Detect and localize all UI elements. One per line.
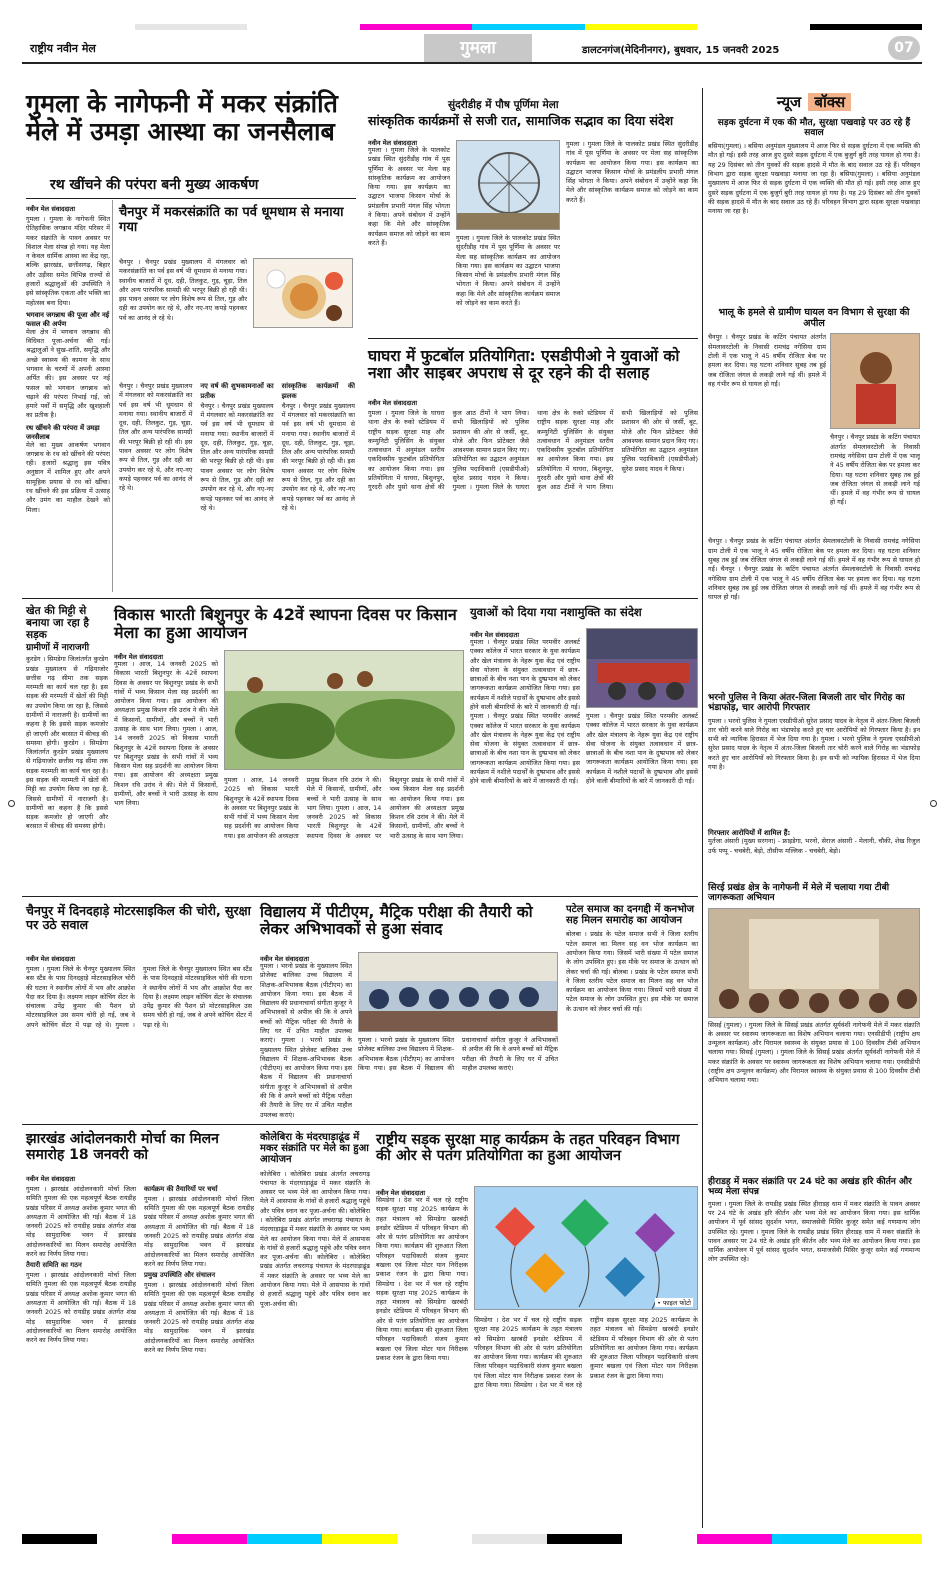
news-item4-headline: सिरई प्रखंड क्षेत्र के नागेफनी में मेले में चलाया गया टीबी जागरूकता अभियान <box>708 883 890 904</box>
khet-sub: ग्रामीणों में नाराजगी <box>26 643 90 654</box>
masthead <box>22 34 922 64</box>
vikas-body-text4: गुमला । आज, 14 जनवरी 2025 को विकास भारती बिशुनपुर के 42वें स्थापना दिवस के अवसर पर बिशुनपुर प्रखंड के सभी गांवों में भव्य किसान मेला सह प्रदर्शनी का आयोजन किया गया। इस आयोजन की अध्यक्षता प्रमुख किशन रवि उरांव ने की। मेले में किसानों, ग्रामीणों, और बच्चों ने भारी उत्साह के साथ भाग लिया। <box>306 776 464 840</box>
motorcycle-story <box>26 952 252 1118</box>
sundreedih-body-a: गुमला । गुमला जिले के पालकोट प्रखंड स्थित सुंदरीडीह गांव में पूस पूर्णिमा के अवसर पर मेला सह सांस्कृतिक कार्यक्रम का आयोजन किया गया। इस कार्यक्रम का उद्घाटन भाजपा किसान मोर्चा के प्रमंडलीय प्रभारी मंगल सिंह भोगता ने किया। अपने संबोधन में उन्होंने कहा कि मेले और सांस्कृतिक कार्यक्रम समाज को जोड़ने का काम करते हैं। <box>368 146 450 247</box>
yuva-body-text2: गुमला । चैनपुर प्रखंड स्थित परमवीर अलबर्ट एक्का कॉलेज में भारत सरकार के युवा कार्यक्रम और खेल मंत्रालय के नेहरू युवा केंद्र एवं राष्ट्रीय सेवा योजना के संयुक्त तत्वावधान में छात्र-छात्राओं के बीच नशा पान के दुष्प्रभाव को लेकर जागरूकता कार्यक्रम आयोजित किया गया। इस कार्यक्रम में नशीले पदार्थों के दुष्प्रभाव और इससे होने वाली बीमारियों के बारे में जानकारी दी गई। <box>470 712 580 786</box>
chainpur-photo <box>253 258 353 328</box>
vidyalay-headline: विद्यालय में पीटीएम, मैट्रिक परीक्षा की तैयारी को लेकर अभिभावकों से हुआ संवाद <box>260 903 533 939</box>
patang-body-a <box>376 1196 468 1522</box>
ghaghra-body-text2: गुमला । गुमला जिले के घाघरा थाना क्षेत्र के रुको स्टेडियम में राष्ट्रीय सड़क सुरक्षा माह और कम्युनिटी पुलिसिंग के संयुक्त तत्वावधान में अनुमंडल स्तरीय एकदिवसीय फुटबॉल प्रतियोगिता का आयोजन किया गया। इस प्रतियोगिता में घाघरा, बिशुनपुर, गुरदरी और पुसो थाना क्षेत्रों की कुल आठ टीमों ने भाग लिया। सभी खिलाड़ियों को पुलिस प्रशासन की ओर से जर्सी, बूट, मोजे और फिन प्रोटेक्टर जैसे आवश्यक सामान प्रदान किए गए। प्रतियोगिता का उद्घाटन अनुमंडल पुलिस पदाधिकारी (एसडीपीओ) सुरेश प्रसाद यादव ने किया। <box>452 409 698 492</box>
news-item3-list: मुर्तजा अंसारी (मुख्य सरगना) - फ्राइडेगा, भरनो, सेराज अंसारी - मेलानी, चौकी, शेख रिजुल उर्फ पप्पू - चचबेरी, बेड़ो, तौसीफ मल्लिक - चचबेरी, बेड़ो। <box>708 837 920 855</box>
yuva-body-text: गुमला । चैनपुर प्रखंड स्थित परमवीर अलबर्ट एक्का कॉलेज में भारत सरकार के युवा कार्यक्रम और खेल मंत्रालय के नेहरू युवा केंद्र एवं राष्ट्रीय सेवा योजना के संयुक्त तत्वावधान में छात्र-छात्राओं के बीच नशा पान के दुष्प्रभाव को लेकर जागरूकता कार्यक्रम आयोजित किया गया। इस कार्यक्रम में नशीले पदार्थों के दुष्प्रभाव और इससे होने वाली बीमारियों के बारे में जानकारी दी गई। <box>470 638 580 711</box>
news-box-title1: न्यूज <box>776 93 802 111</box>
patel-body <box>566 930 698 1080</box>
chainpur-body: चैनपुर । चैनपुर प्रखंड मुख्यालय में मंगलवार को मकरसंक्रांति का पर्व इस वर्ष भी धूमधाम से मनाया गया। स्थानीय बाजारों में दूध, दही, तिलकुट, गुड़, चूड़ा, तिल और अन्य पारंपरिक सामग्री की भरपूर बिक्री हो रही थी। इस पावन अवसर पर लोग विशेष रूप से तिल, गुड़ और दही का उपयोग कर रहे थे, और नए-नए कपड़े पहनकर पर्व का आनंद ले रहे थे। <box>119 258 247 322</box>
sundreedih-photo <box>456 140 560 230</box>
vidyalay-byline: नवीन मेल संवाददाता <box>260 955 309 963</box>
news-item2-text4: चैनपुर । चैनपुर प्रखंड के कटिंग पंचायत अंतर्गत सेमलावरटोली के निवासी रामचंद्र नगेसिया ग्राम टोली में एक भालू ने 45 वर्षीय रोजिता बेक पर हमला कर दिया। यह घटना शनिवार सुबह तब हुई जब रोजिता जंगल से लकड़ी लाने गई थीं। हमले में वह गंभीर रूप से घायल हो गईं। <box>708 565 920 602</box>
jharkhand-headline: झारखंड आंदोलनकारी मोर्चा का मिलन समारोह 18 जनवरी को <box>26 1131 219 1163</box>
column-rule <box>702 88 703 1528</box>
photo-credit: • फाइल फोटो <box>657 1299 691 1307</box>
sundreedih-kicker: सुंदरीडीह में पौष पूर्णिमा मेला <box>448 99 559 111</box>
dateline: डालटनगंज(मेदिनीनगर), बुधवार, 15 जनवरी 2025 <box>582 45 780 56</box>
lead-column <box>26 202 110 607</box>
kisan-mela-image <box>225 651 464 770</box>
section-badge: गुमला <box>424 34 532 62</box>
lead-subhead: रथ खींचने की परंपरा बनी मुख्य आकर्षण <box>50 177 259 193</box>
koliber-body-text3: कोलेबिरा । कोलेबिरा प्रखंड अंतर्गत लचरागढ़ पंचायत के मंदरघाड़ाढूंढ में मकर संक्रांति के अवसर पर भव्य मेले का आयोजन किया गया। मेले में आसपास के गांवों से हजारों श्रद्धालु पहुंचे और पवित्र स्नान कर पूजा-अर्चना की। <box>260 1253 370 1308</box>
news-item3-list-title: गिरफ्तार आरोपियों में शामिल हैं: <box>708 828 791 837</box>
lead-body: गुमला । गुमला के नागेफनी स्थित ऐतिहासिक जगन्नाथ मंदिर परिसर में मकर संक्रांति के पावन अवसर पर विशाल मेला संपन्न हो गया। यह मेला न केवल धार्मिक आस्था का केंद्र रहा, बल्कि झारखंड, छत्तीसगढ़, बिहार और उड़ीसा समेत विभिन्न राज्यों से हजारों श्रद्धालुओं की उपस्थिति ने इसे सांस्कृतिक एकता और भक्ति का महोत्सव बना दिया। <box>26 215 110 307</box>
koliber-story <box>260 1132 370 1522</box>
news-box-title2: बॉक्स <box>808 93 851 111</box>
motorcycle-headline: चैनपुर में दिनदहाड़े मोटरसाइकिल की चोरी, सुरक्षा पर उठे सवाल <box>26 903 251 932</box>
sundreedih-headline: सांस्कृतिक कार्यक्रमों से सजी रात, सामाजिक सद्भाव का दिया संदेश <box>368 113 674 128</box>
chainpur-sub2: सांस्कृतिक कार्यक्रमों की झलक <box>281 382 355 400</box>
patang-headline: राष्ट्रीय सड़क सुरक्षा माह कार्यक्रम के तहत परिवहन विभाग की ओर से पतंग प्रतियोगिता का हुआ आयोजन <box>376 1132 680 1165</box>
vidyalay-body-a <box>260 962 352 1118</box>
yuva-body-b: गुमला । चैनपुर प्रखंड स्थित परमवीर अलबर्ट एक्का कॉलेज में भारत सरकार के युवा कार्यक्रम और खेल मंत्रालय के नेहरू युवा केंद्र एवं राष्ट्रीय सेवा योजना के संयुक्त तत्वावधान में छात्र-छात्राओं के बीच नशा पान के दुष्प्रभाव को लेकर जागरूकता कार्यक्रम आयोजित किया गया। इस कार्यक्रम में नशीले पदार्थों के दुष्प्रभाव और इससे होने वाली बीमारियों के बारे में जानकारी दी गई। <box>586 712 698 785</box>
row-rule-2 <box>22 896 698 897</box>
jharkhand-body-text2: गुमला । झारखंड आंदोलनकारी मोर्चा जिला समिति गुमला की एक महत्वपूर्ण बैठक रायडीह प्रखंड परिसर में अध्यक्ष अशोक कुमार भगत की अध्यक्षता में आयोजित की गई। बैठक में 18 जनवरी 2025 को रायडीह प्रखंड अंतर्गत शंख मोड़ सामुदायिक भवन में झारखंड आंदोलनकारियों का मिलन समारोह आयोजित करने का निर्णय लिया गया। <box>26 1271 136 1345</box>
yuva-byline: नवीन मेल संवाददाता <box>470 631 519 639</box>
patang-body-text2: सिमडेगा । देश भर में चल रहे राष्ट्रीय सड़क सुरक्षा माह 2025 कार्यक्रम के तहत मंत्रालय को सिमडेगा खरबंदी इनडोर स्टेडियम में परिवहन विभाग की ओर से पतंग प्रतियोगिता का आयोजन किया गया। कार्यक्रम की शुरुआत जिला परिवहन पदाधिकारी संजय कुमार बखला एवं जिला मोटर यान निरीक्षक प्रकाश रंजन के द्वारा किया गया। <box>376 1279 468 1362</box>
chainpur-body-repeat: चैनपुर । चैनपुर प्रखंड मुख्यालय में मंगलवार को मकरसंक्रांति का पर्व इस वर्ष भी धूमधाम से मनाया गया। स्थानीय बाजारों में दूध, दही, तिलकुट, गुड़, चूड़ा, तिल और अन्य पारंपरिक सामग्री की भरपूर बिक्री हो रही थी। इस पावन अवसर पर लोग विशेष रूप से तिल, गुड़ और दही का उपयोग कर रहे थे, और नए-नए कपड़े पहनकर पर्व का आनंद ले रहे थे। <box>119 382 193 493</box>
news-item5-body <box>708 1200 920 1340</box>
vikas-story <box>114 650 466 890</box>
motorcycle-byline: नवीन मेल संवाददाता <box>26 955 75 963</box>
ptm-meeting-image <box>359 953 558 1032</box>
vidyalay-body-b <box>358 1036 558 1118</box>
news-item2-photo <box>830 333 920 429</box>
patel-body-text2: बोलबा । प्रखंड के पटेल समाज सभी ने जिला स्तरीय पटेल समाज का मिलन सह वन भोज कार्यक्रम का आयोजन किया गया। जिसमें भारी संख्या में पटेल समाज के लोग उपस्थित हुए। इस मौके पर समाज के उत्थान को लेकर चर्चा की गई। <box>566 967 698 1013</box>
lead-body2: मेला क्षेत्र में भगवान जगन्नाथ की विधिवत पूजा-अर्चना की गई। श्रद्धालुओं ने सुख-शांति, समृद्धि और अच्छे स्वास्थ्य की कामना के साथ भगवान के चरणों में अपनी आस्था अर्पित की। इस अवसर पर नई फसल को भगवान जगन्नाथ को चढ़ाने की परंपरा निभाई गई, जो हमारे पर्वों में समृद्धि और खुशहाली का प्रतीक है। <box>26 327 110 420</box>
bottom-color-bar <box>22 1534 922 1544</box>
ghaghra-headline: घाघरा में फुटबॉल प्रतियोगिता: एसडीपीओ ने युवाओं को नशा और साइबर अपराध से दूर रहने की दी सलाह <box>368 347 680 383</box>
news-item2-body <box>708 333 826 533</box>
news-item5-headline: हीराडह में मकर संक्रांति पर 24 घंटे का अखंड हरि कीर्तन और भव्य मेला संपन्न <box>708 1176 912 1197</box>
news-item2-text3: चैनपुर । चैनपुर प्रखंड के कटिंग पंचायत अंतर्गत सेमलावरटोली के निवासी रामचंद्र नगेसिया ग्राम टोली में एक भालू ने 45 वर्षीय रोजिता बेक पर हमला कर दिया। यह घटना शनिवार सुबह तब हुई जब रोजिता जंगल से लकड़ी लाने गई थीं। हमले में वह गंभीर रूप से घायल हो गईं। <box>708 537 920 574</box>
news-box-title <box>708 92 920 112</box>
ghaghra-story <box>368 396 698 592</box>
news-item2-text: चैनपुर । चैनपुर प्रखंड के कटिंग पंचायत अंतर्गत सेमलावरटोली के निवासी रामचंद्र नगेसिया ग्राम टोली में एक भालू ने 45 वर्षीय रोजिता बेक पर हमला कर दिया। यह घटना शनिवार सुबह तब हुई जब रोजिता जंगल से लकड़ी लाने गई थीं। हमले में वह गंभीर रूप से घायल हो गईं। <box>708 333 826 388</box>
jharkhand-body-text: गुमला । झारखंड आंदोलनकारी मोर्चा जिला समिति गुमला की एक महत्वपूर्ण बैठक रायडीह प्रखंड परिसर में अध्यक्ष अशोक कुमार भगत की अध्यक्षता में आयोजित की गई। बैठक में 18 जनवरी 2025 को रायडीह प्रखंड अंतर्गत शंख मोड़ सामुदायिक भवन में झारखंड आंदोलनकारियों का मिलन समारोह आयोजित करने का निर्णय लिया गया। <box>26 1185 136 1258</box>
news-item3-text: गुमला । भरनो पुलिस ने गुमला एसडीपीओ सुरेश प्रसाद यादव के नेतृत्व में अंतर-जिला बिजली तार चोरी करने वाले गिरोह का भंडाफोड़ करते हुए चार आरोपियों को गिरफ्तार किया है। इन सभी को न्यायिक हिरासत में भेज दिया गया है। <box>708 716 920 744</box>
patel-story <box>566 904 698 1118</box>
news-item3-body <box>708 717 920 827</box>
vikas-byline: नवीन मेल संवाददाता <box>114 653 163 661</box>
kites-image <box>475 1187 698 1310</box>
news-item1-text2: बसिया(गुमला) । बसिया अनुमंडल मुख्यालय में आज फिर से सड़क दुर्घटना में एक व्यक्ति की मौत हो गई। इसी तरह आज हुए दुसरे सड़क दुर्घटना में एक बुजुर्ग बुरी तरह घायल हो गया है। यह 29 दिसंबर को तीन युवकों की सड़क हादसे में मौत के बाद सवाल उठ रहे हैं। परिवहन विभाग द्वारा सड़क सुरक्षा पखवाड़ा मनाया जा रहा है। <box>708 170 920 216</box>
vikas-body-text: गुमला । आज, 14 जनवरी 2025 को विकास भारती बिशुनपुर के 42वें स्थापना दिवस के अवसर पर बिशुनपुर प्रखंड के सभी गांवों में भव्य किसान मेला सह प्रदर्शनी का आयोजन किया गया। इस आयोजन की अध्यक्षता प्रमुख किशन रवि उरांव ने की। मेले में किसानों, ग्रामीणों, और बच्चों ने भारी उत्साह के साथ भाग लिया। <box>114 660 218 733</box>
vikas-headline: विकास भारती बिशुनपुर के 42वें स्थापना दिवस पर किसान मेला का हुआ आयोजन <box>114 605 457 642</box>
patang-body-text4: सिमडेगा । देश भर में चल रहे राष्ट्रीय सड़क सुरक्षा माह 2025 कार्यक्रम के तहत मंत्रालय को सिमडेगा खरबंदी इनडोर स्टेडियम में परिवहन विभाग की ओर से पतंग प्रतियोगिता का आयोजन किया गया। कार्यक्रम की शुरुआत जिला परिवहन पदाधिकारी संजय कुमार बखला एवं जिला मोटर यान निरीक्षक प्रकाश रंजन के द्वारा किया गया। <box>513 1316 698 1389</box>
news-item2-headline: भालू के हमले से ग्रामीण घायल वन विभाग से सुरक्षा की अपील <box>718 307 910 329</box>
news-item3-text2: गुमला । भरनो पुलिस ने गुमला एसडीपीओ सुरेश प्रसाद यादव के नेतृत्व में अंतर-जिला बिजली तार चोरी करने वाले गिरोह का भंडाफोड़ करते हुए चार आरोपियों को गिरफ्तार किया है। इन सभी को न्यायिक हिरासत में भेज दिया गया है। <box>708 735 920 771</box>
lead-body3: मेले का मुख्य आकर्षण भगवान जगन्नाथ के रथ को खींचने की परंपरा रही। हजारों श्रद्धालु इस पवित्र अनुष्ठान में शामिल हुए और अपने सामूहिक प्रयास से रथ को खींचा। रथ खींचने की इस प्रक्रिया में उत्साह और उमंग का माहौल देखने को मिला। <box>26 440 110 514</box>
ghaghra-rule <box>368 338 698 339</box>
ghaghra-body-text: गुमला । गुमला जिले के घाघरा थाना क्षेत्र के रुको स्टेडियम में राष्ट्रीय सड़क सुरक्षा माह और कम्युनिटी पुलिसिंग के संयुक्त तत्वावधान में अनुमंडल स्तरीय एकदिवसीय फुटबॉल प्रतियोगिता का आयोजन किया गया। इस प्रतियोगिता में घाघरा, बिशुनपुर, गुरदरी और पुसो थाना क्षेत्रों की कुल आठ टीमों ने भाग लिया। सभी खिलाड़ियों को पुलिस प्रशासन की ओर से जर्सी, बूट, मोजे और फिन प्रोटेक्टर जैसे आवश्यक सामान प्रदान किए गए। प्रतियोगिता का उद्घाटन अनुमंडल पुलिस पदाधिकारी (एसडीपीओ) सुरेश प्रसाद यादव ने किया। <box>368 409 529 492</box>
injured-villager-image <box>831 334 920 429</box>
row-rule-3 <box>22 1124 698 1125</box>
news-item4-text: सिसई (गुमला) । गुमला जिले के सिसई प्रखंड अंतर्गत सूर्यवंशी नागेफनी मेले में मकर संक्रांति के अवसर पर स्वास्थ्य जागरूकता का विशेष अभियान चलाया गया। एनसीडीपी (राष्ट्रीय क्षय उन्मूलन कार्यक्रम) और पिरामल स्वास्थ्य के संयुक्त प्रयास से 100 दिवसीय टीबी अभियान चलाया गया। <box>708 1020 920 1057</box>
news-item4-photo <box>708 908 920 1018</box>
vikas-body-text3: गुमला । आज, 14 जनवरी 2025 को विकास भारती बिशुनपुर के 42वें स्थापना दिवस के अवसर पर बिशुनपुर प्रखंड के सभी गांवों में भव्य किसान मेला सह प्रदर्शनी का आयोजन किया गया। इस आयोजन की अध्यक्षता प्रमुख किशन रवि उरांव ने की। मेले में किसानों, ग्रामीणों, और बच्चों ने भारी उत्साह के साथ भाग लिया। <box>224 776 382 840</box>
patang-body-text: सिमडेगा । देश भर में चल रहे राष्ट्रीय सड़क सुरक्षा माह 2025 कार्यक्रम के तहत मंत्रालय को सिमडेगा खरबंदी इनडोर स्टेडियम में परिवहन विभाग की ओर से पतंग प्रतियोगिता का आयोजन किया गया। कार्यक्रम की शुरुआत जिला परिवहन पदाधिकारी संजय कुमार बखला एवं जिला मोटर यान निरीक्षक प्रकाश रंजन के द्वारा किया गया। <box>376 1196 468 1279</box>
lead-sub2: रथ खींचने की परंपरा में उमड़ा जनसैलाब <box>26 423 100 441</box>
jharkhand-sub1: तैयारी समिति का गठन <box>26 1261 82 1270</box>
news-item4-body <box>708 1021 920 1171</box>
khet-body-text: कुरडेग । सिमडेगा जिलांतर्गत कुरडेग प्रखंड मुख्यालय से गढ़ियाजोर छत्तीस गढ़ सीमा तक सड़क मरम्मती का कार्य चल रहा है। इस सड़क की मरम्मती में खेतों की मिट्टी का उपयोग किया जा रहा है, जिससे ग्रामीणों में नाराजगी है। ग्रामीणों का कहना है कि इससे सड़क कमजोर हो जाएगी और बरसात में कीचड़ की समस्या होगी। <box>26 655 108 747</box>
vidyalay-body-text2: गुमला । भरनो प्रखंड के मुख्यालय स्थित प्रोजेक्ट बालिका उच्च विद्यालय में शिक्षक-अभिभावक बैठक (पीटीएम) का आयोजन किया गया। इस बैठक में विद्यालय की प्रधानाचार्या संगीता कुजूर ने अभिभावकों से अपील की कि वे अपने बच्चों को मैट्रिक परीक्षा की तैयारी के लिए घर में उचित माहौल उपलब्ध कराएं। <box>260 1036 352 1118</box>
sundreedih-body-c: गुमला । गुमला जिले के पालकोट प्रखंड स्थित सुंदरीडीह गांव में पूस पूर्णिमा के अवसर पर मेला सह सांस्कृतिक कार्यक्रम का आयोजन किया गया। इस कार्यक्रम का उद्घाटन भाजपा किसान मोर्चा के प्रमंडलीय प्रभारी मंगल सिंह भोगता ने किया। अपने संबोधन में उन्होंने कहा कि मेले और सांस्कृतिक कार्यक्रम समाज को जोड़ने का काम करते हैं। <box>566 140 698 204</box>
jharkhand-body <box>26 1185 254 1525</box>
chainpur-body-repeat2: चैनपुर । चैनपुर प्रखंड मुख्यालय में मंगलवार को मकरसंक्रांति का पर्व इस वर्ष भी धूमधाम से मनाया गया। स्थानीय बाजारों में दूध, दही, तिलकुट, गुड़, चूड़ा, तिल और अन्य पारंपरिक सामग्री की भरपूर बिक्री हो रही थी। इस पावन अवसर पर लोग विशेष रूप से तिल, गुड़ और दही का उपयोग कर रहे थे, और नए-नए कपड़े पहनकर पर्व का आनंद ले रहे थे। <box>200 401 274 512</box>
patel-headline: पटेल समाज का दनगद्दी में कनभोज सह मिलन समारोह का आयोजन <box>566 904 695 927</box>
news-item1-body <box>708 142 920 302</box>
news-item2-more <box>708 537 920 687</box>
tb-camp-crowd-image <box>709 909 920 1018</box>
news-item1-text: बसिया(गुमला) । बसिया अनुमंडल मुख्यालय में आज फिर से सड़क दुर्घटना में एक व्यक्ति की मौत हो गई। इसी तरह आज हुए दुसरे सड़क दुर्घटना में एक बुजुर्ग बुरी तरह घायल हो गया है। यह 29 दिसंबर को तीन युवकों की सड़क हादसे में मौत के बाद सवाल उठ रहे हैं। परिवहन विभाग द्वारा सड़क सुरक्षा पखवाड़ा मनाया जा रहा है। <box>708 142 920 178</box>
ferris-wheel-image <box>457 141 560 230</box>
jharkhand-sub2: कार्यक्रम की तैयारियों पर चर्चा <box>144 1185 218 1193</box>
chainpur-body-cols <box>119 382 355 582</box>
chainpur-box <box>112 200 360 592</box>
lead-sub1: भगवान जगन्नाथ की पूजा और नई फसल की अर्पण <box>26 310 110 328</box>
ghaghra-byline: नवीन मेल संवाददाता <box>368 399 417 407</box>
jharkhand-story <box>26 1172 254 1522</box>
sundreedih-body-b: गुमला । गुमला जिले के पालकोट प्रखंड स्थित सुंदरीडीह गांव में पूस पूर्णिमा के अवसर पर मेला सह सांस्कृतिक कार्यक्रम का आयोजन किया गया। इस कार्यक्रम का उद्घाटन भाजपा किसान मोर्चा के प्रमंडलीय प्रभारी मंगल सिंह भोगता ने किया। अपने संबोधन में उन्होंने कहा कि मेले और सांस्कृतिक कार्यक्रम समाज को जोड़ने का काम करते हैं। <box>456 234 560 307</box>
news-item3-headline: भरनो पुलिस ने किया अंतर-जिला बिजली तार चोर गिरोह का भंडाफोड़, चार आरोपी गिरफ्तार <box>708 693 905 714</box>
news-box <box>708 90 920 1522</box>
yuva-body-a <box>470 638 580 890</box>
koliber-body-text2: कोलेबिरा । कोलेबिरा प्रखंड अंतर्गत लचरागढ़ पंचायत के मंदरघाड़ाढूंढ में मकर संक्रांति के अवसर पर भव्य मेले का आयोजन किया गया। मेले में आसपास के गांवों से हजारों श्रद्धालु पहुंचे और पवित्र स्नान कर पूजा-अर्चना की। <box>260 1206 370 1262</box>
top-color-bar <box>22 24 922 30</box>
chainpur-headline: चैनपुर में मकरसंक्रांति का पर्व धूमधाम से मनाया गया <box>119 205 344 235</box>
vidyalay-photo <box>358 952 558 1032</box>
vikas-body-b <box>224 776 464 890</box>
lead-rule <box>26 198 356 199</box>
chainpur-body-repeat3: चैनपुर । चैनपुर प्रखंड मुख्यालय में मंगलवार को मकरसंक्रांति का पर्व इस वर्ष भी धूमधाम से मनाया गया। स्थानीय बाजारों में दूध, दही, तिलकुट, गुड़, चूड़ा, तिल और अन्य पारंपरिक सामग्री की भरपूर बिक्री हो रही थी। इस पावन अवसर पर लोग विशेष रूप से तिल, गुड़ और दही का उपयोग कर रहे थे, और नए-नए कपड़े पहनकर पर्व का आनंद ले रहे थे। <box>281 401 355 512</box>
jharkhand-sub3: प्रमुख उपस्थिति और संचालन <box>144 1271 216 1280</box>
news-item2-body2: चैनपुर । चैनपुर प्रखंड के कटिंग पंचायत अंतर्गत सेमलावरटोली के निवासी रामचंद्र नगेसिया ग्राम टोली में एक भालू ने 45 वर्षीय रोजिता बेक पर हमला कर दिया। यह घटना शनिवार सुबह तब हुई जब रोजिता जंगल से लकड़ी लाने गई थीं। हमले में वह गंभीर रूप से घायल हो गईं। <box>830 433 920 507</box>
khet-body-text2: कुरडेग । सिमडेगा जिलांतर्गत कुरडेग प्रखंड मुख्यालय से गढ़ियाजोर छत्तीस गढ़ सीमा तक सड़क मरम्मती का कार्य चल रहा है। इस सड़क की मरम्मती में खेतों की मिट्टी का उपयोग किया जा रहा है, जिससे ग्रामीणों में नाराजगी है। ग्रामीणों का कहना है कि इससे सड़क कमजोर हो जाएगी और बरसात में कीचड़ की समस्या होगी। <box>26 738 108 831</box>
khet-headline: खेत की मिट्टी से बनाया जा रहा है सड़क <box>26 605 89 641</box>
jharkhand-byline: नवीन मेल संवाददाता <box>26 1175 75 1183</box>
makar-food-image <box>254 259 353 328</box>
vidyalay-body-text3: गुमला । भरनो प्रखंड के मुख्यालय स्थित प्रोजेक्ट बालिका उच्च विद्यालय में शिक्षक-अभिभावक बैठक (पीटीएम) का आयोजन किया गया। इस बैठक में विद्यालय की प्रधानाचार्या संगीता कुजूर ने अभिभावकों से अपील की कि वे अपने बच्चों को मैट्रिक परीक्षा की तैयारी के लिए घर में उचित माहौल उपलब्ध कराएं। <box>358 1036 558 1072</box>
motorcycle-body-text: गुमला । गुमला जिले के चैनपुर मुख्यालय स्थित बस स्टैंड के पास दिनदहाड़े मोटरसाइकिल चोरी की घटना ने स्थानीय लोगों में भय और आक्रोश पैदा कर दिया है। लक्ष्मण लाइन कोचिंग सेंटर के संचालक उपेंद्र कुमार की पैशन प्रो मोटरसाइकिल उस समय चोरी हो गई, जब वे अपने कोचिंग सेंटर में पढ़ा रहे थे। <box>26 965 135 1029</box>
seminar-image <box>587 629 698 708</box>
patang-body-b <box>474 1316 698 1522</box>
ghaghra-body <box>368 409 698 593</box>
motorcycle-body-text2: गुमला । गुमला जिले के चैनपुर मुख्यालय स्थित बस स्टैंड के पास दिनदहाड़े मोटरसाइकिल चोरी की घटना ने स्थानीय लोगों में भय और आक्रोश पैदा कर दिया है। लक्ष्मण लाइन कोचिंग सेंटर के संचालक उपेंद्र कुमार की पैशन प्रो मोटरसाइकिल उस समय चोरी हो गई, जब वे अपने कोचिंग सेंटर में पढ़ा रहे थे। <box>115 965 252 1029</box>
vidyalay-body-text: गुमला । भरनो प्रखंड के मुख्यालय स्थित प्रोजेक्ट बालिका उच्च विद्यालय में शिक्षक-अभिभावक बैठक (पीटीएम) का आयोजन किया गया। इस बैठक में विद्यालय की प्रधानाचार्या संगीता कुजूर ने अभिभावकों से अपील की कि वे अपने बच्चों को मैट्रिक परीक्षा की तैयारी के लिए घर में उचित माहौल उपलब्ध कराएं। <box>260 962 352 1045</box>
page-number: 07 <box>888 36 920 60</box>
registration-mark-left <box>8 800 15 807</box>
news-item5-text2: गुमला । गुमला जिले के रायडीह प्रखंड स्थित हीराडह धाम में मकर संक्रांति के पावन अवसर पर 24 घंटे के अखंड हरि कीर्तन और भव्य मेले का आयोजन किया गया। इस धार्मिक आयोजन में पूर्व सांसद सुदर्शन भगत, समाजसेवी मिसिर कुजूर समेत कई गणमान्य लोग उपस्थित रहे। <box>708 1227 920 1264</box>
lead-headline: गुमला के नागेफनी में मकर संक्रांति मेले में उमड़ा आस्था का जनसैलाब <box>26 89 338 146</box>
news-item5-text: गुमला । गुमला जिले के रायडीह प्रखंड स्थित हीराडह धाम में मकर संक्रांति के पावन अवसर पर 24 घंटे के अखंड हरि कीर्तन और भव्य मेले का आयोजन किया गया। इस धार्मिक आयोजन में पूर्व सांसद सुदर्शन भगत, समाजसेवी मिसिर कुजूर समेत कई गणमान्य लोग उपस्थित रहे। <box>708 1199 920 1236</box>
registration-mark-right <box>930 800 937 807</box>
patang-story <box>376 1186 698 1522</box>
sundreedih-story <box>368 136 698 334</box>
vikas-body-text2: गुमला । आज, 14 जनवरी 2025 को विकास भारती बिशुनपुर के 42वें स्थापना दिवस के अवसर पर बिशुनपुर प्रखंड के सभी गांवों में भव्य किसान मेला सह प्रदर्शनी का आयोजन किया गया। इस आयोजन की अध्यक्षता प्रमुख किशन रवि उरांव ने की। मेले में किसानों, ग्रामीणों, और बच्चों ने भारी उत्साह के साथ भाग लिया। <box>114 724 218 808</box>
patang-byline: नवीन मेल संवाददाता <box>376 1189 425 1197</box>
sundreedih-byline: नवीन मेल संवाददाता <box>368 139 417 147</box>
jharkhand-body-text3: गुमला । झारखंड आंदोलनकारी मोर्चा जिला समिति गुमला की एक महत्वपूर्ण बैठक रायडीह प्रखंड परिसर में अध्यक्ष अशोक कुमार भगत की अध्यक्षता में आयोजित की गई। बैठक में 18 जनवरी 2025 को रायडीह प्रखंड अंतर्गत शंख मोड़ सामुदायिक भवन में झारखंड आंदोलनकारियों का मिलन समारोह आयोजित करने का निर्णय लिया गया। <box>144 1194 254 1268</box>
yuva-photo <box>586 628 698 708</box>
khet-body <box>26 655 108 895</box>
koliber-headline: कोलेबिरा के मंदरघाड़ाढूंढ में मकर संक्रांति पर मेले का हुआ आयोजन <box>260 1132 369 1166</box>
row-rule-1 <box>22 598 698 599</box>
koliber-body-text: कोलेबिरा । कोलेबिरा प्रखंड अंतर्गत लचरागढ़ पंचायत के मंदरघाड़ाढूंढ में मकर संक्रांति के अवसर पर भव्य मेले का आयोजन किया गया। मेले में आसपास के गांवों से हजारों श्रद्धालु पहुंचे और पवित्र स्नान कर पूजा-अर्चना की। <box>260 1169 370 1215</box>
news-item1-headline: सड़क दुर्घटना में एक की मौत, सुरक्षा पखवाड़े पर उठ रहे हैं सवाल <box>717 118 911 139</box>
yuva-headline: युवाओं को दिया गया नशामुक्ति का संदेश <box>470 605 642 619</box>
patang-body-text3: सिमडेगा । देश भर में चल रहे राष्ट्रीय सड़क सुरक्षा माह 2025 कार्यक्रम के तहत मंत्रालय को सिमडेगा खरबंदी इनडोर स्टेडियम में परिवहन विभाग की ओर से पतंग प्रतियोगिता का आयोजन किया गया। कार्यक्रम की शुरुआत जिला परिवहन पदाधिकारी संजय कुमार बखला एवं जिला मोटर यान निरीक्षक प्रकाश रंजन के द्वारा किया गया। <box>474 1316 582 1389</box>
koliber-body <box>260 1170 370 1490</box>
vikas-body-a <box>114 660 218 890</box>
yuva-story <box>470 628 698 890</box>
news-item4-text2: सिसई (गुमला) । गुमला जिले के सिसई प्रखंड अंतर्गत सूर्यवंशी नागेफनी मेले में मकर संक्रांति के अवसर पर स्वास्थ्य जागरूकता का विशेष अभियान चलाया गया। एनसीडीपी (राष्ट्रीय क्षय उन्मूलन कार्यक्रम) और पिरामल स्वास्थ्य के संयुक्त प्रयास से 100 दिवसीय टीबी अभियान चलाया गया। <box>708 1048 920 1085</box>
vidyalay-story <box>260 952 560 1118</box>
patang-photo <box>474 1186 698 1310</box>
khet-story <box>26 606 108 896</box>
motorcycle-body <box>26 965 252 1119</box>
vikas-photo <box>224 650 464 770</box>
lead-byline: नवीन मेल संवाददाता <box>26 205 75 213</box>
paper-name: राष्ट्रीय नवीन मेल <box>30 42 96 55</box>
chainpur-sub1: नए वर्ष की शुभकामनाओं का प्रतीक <box>200 382 274 400</box>
jharkhand-body-text4: गुमला । झारखंड आंदोलनकारी मोर्चा जिला समिति गुमला की एक महत्वपूर्ण बैठक रायडीह प्रखंड परिसर में अध्यक्ष अशोक कुमार भगत की अध्यक्षता में आयोजित की गई। बैठक में 18 जनवरी 2025 को रायडीह प्रखंड अंतर्गत शंख मोड़ सामुदायिक भवन में झारखंड आंदोलनकारियों का मिलन समारोह आयोजित करने का निर्णय लिया गया। <box>144 1280 254 1354</box>
patel-body-text: बोलबा । प्रखंड के पटेल समाज सभी ने जिला स्तरीय पटेल समाज का मिलन सह वन भोज कार्यक्रम का आयोजन किया गया। जिसमें भारी संख्या में पटेल समाज के लोग उपस्थित हुए। इस मौके पर समाज के उत्थान को लेकर चर्चा की गई। <box>566 930 698 976</box>
